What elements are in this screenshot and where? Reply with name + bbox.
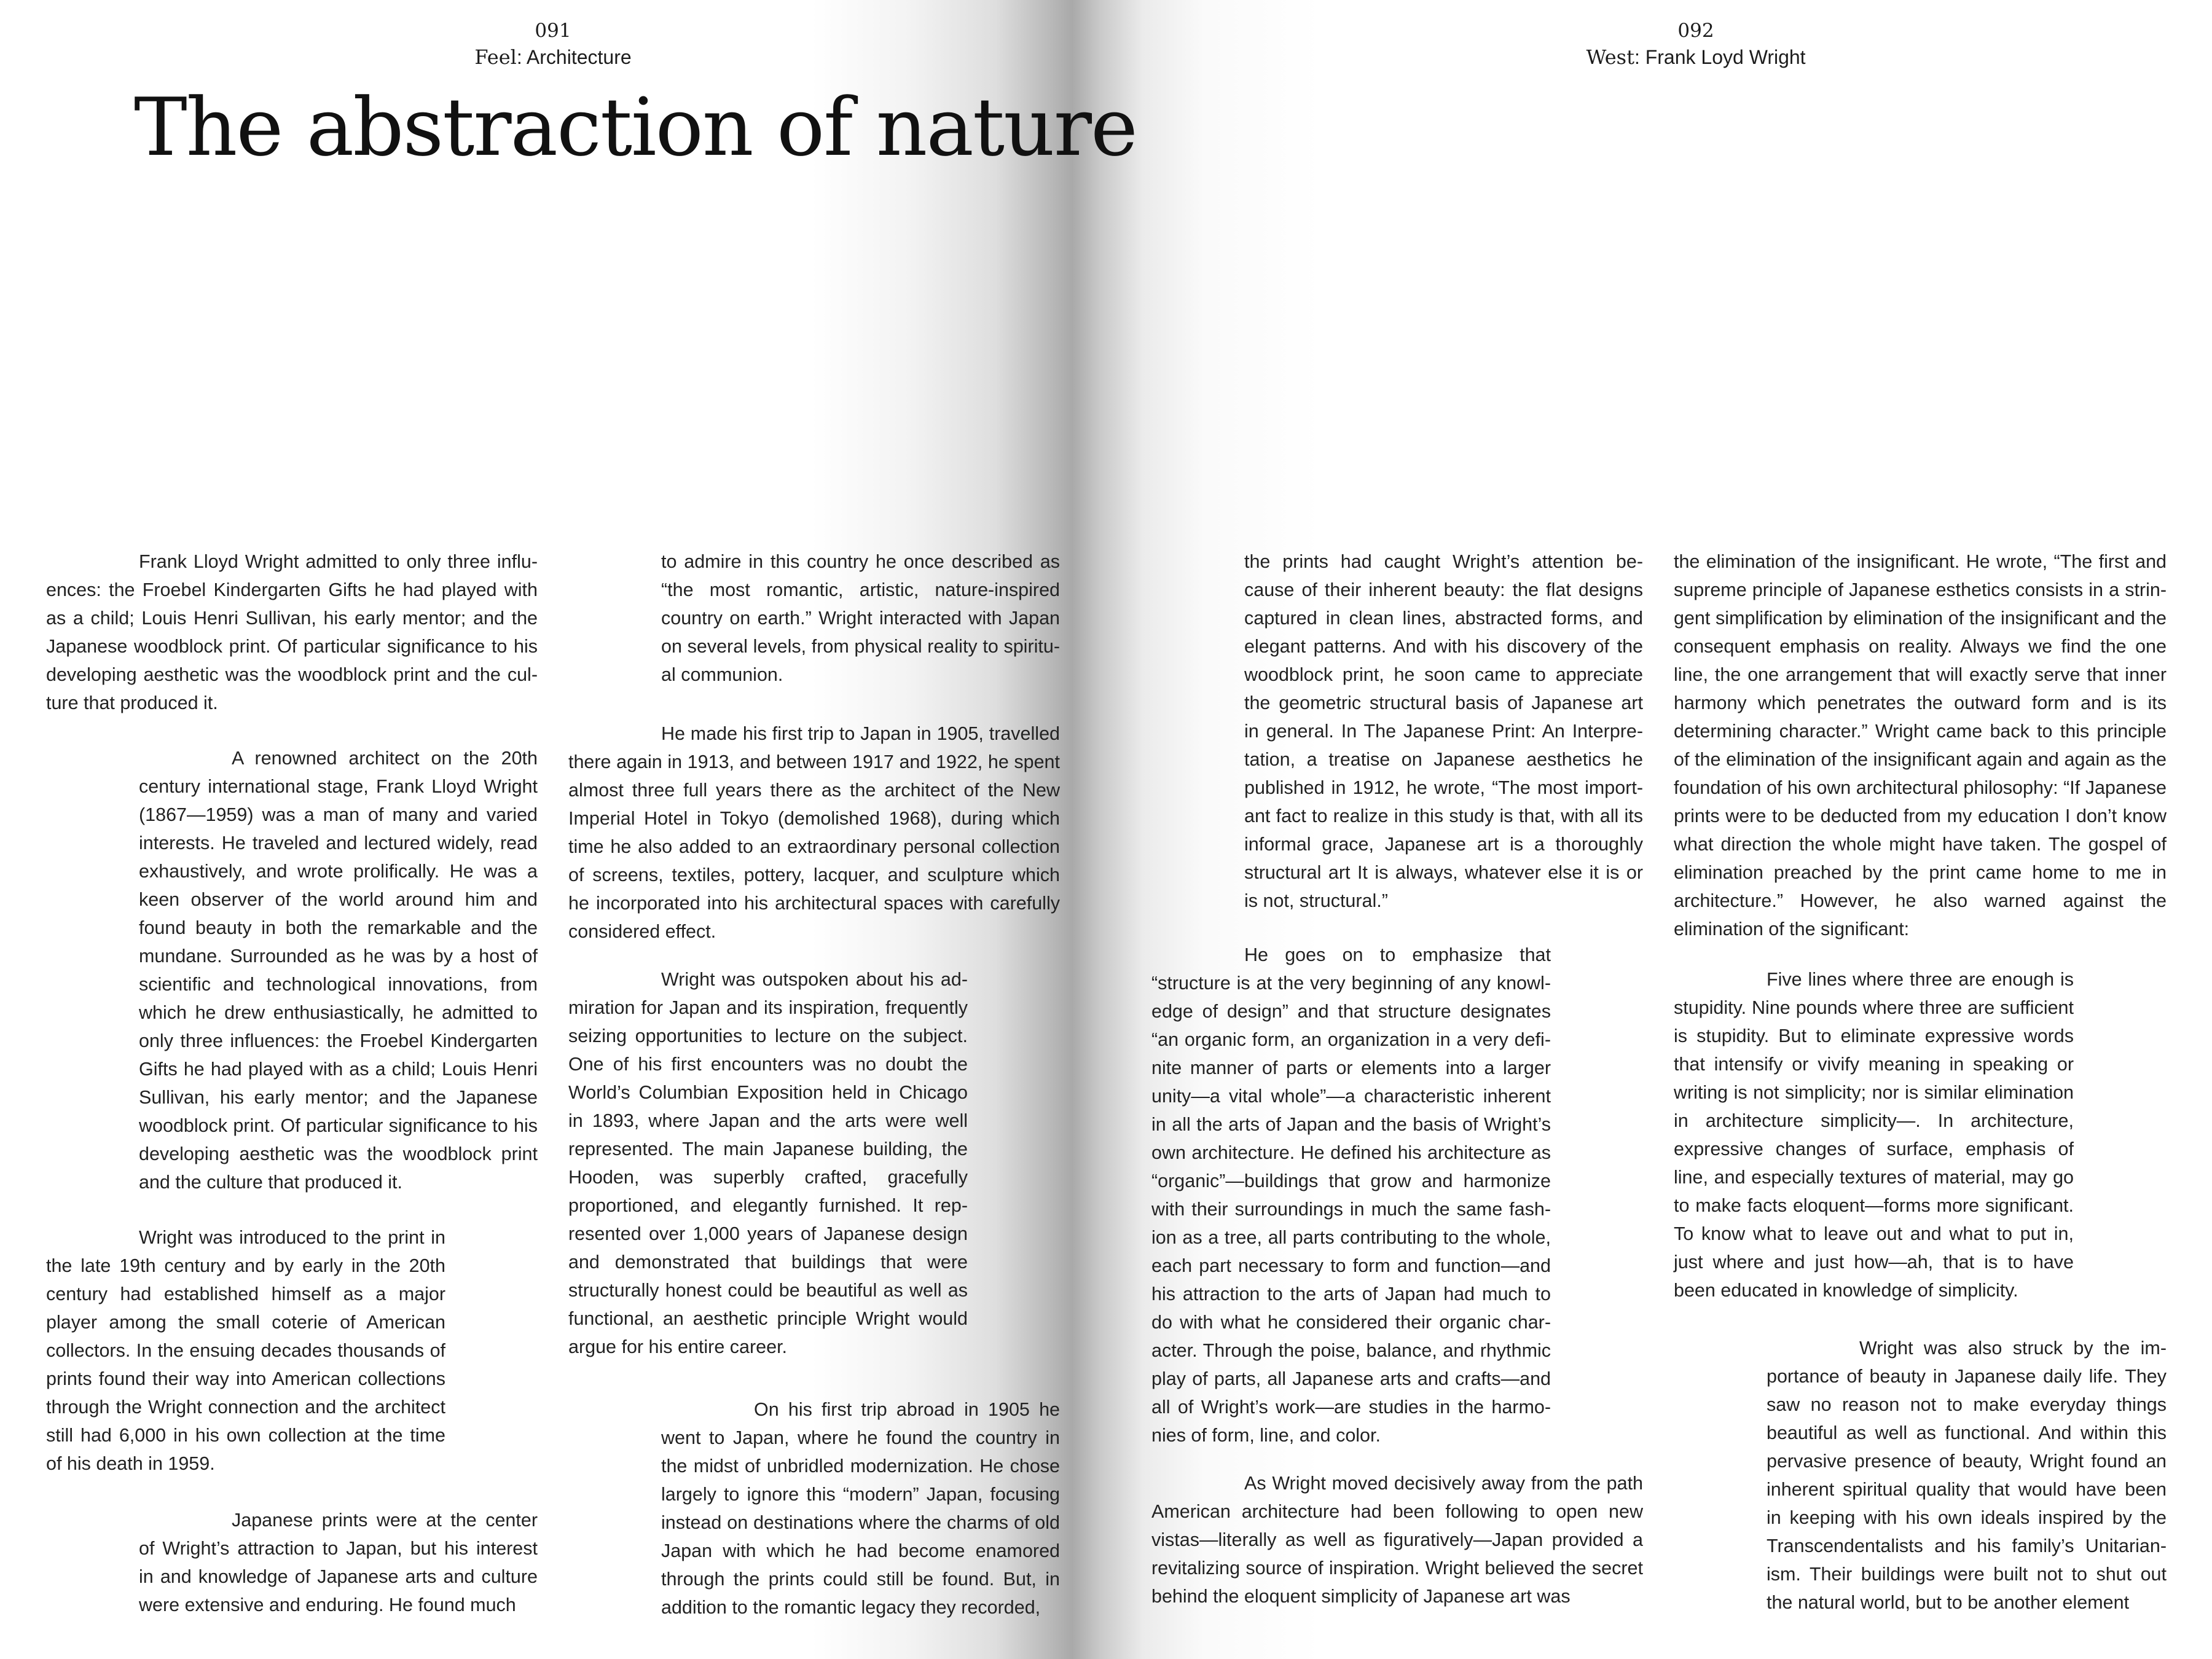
article-title: The abstraction of nature (134, 80, 1137, 174)
paragraph-8: On his first trip abroad in 1905 he went to Japan, where he found the country in the midst of unbridled modernization. He chose largely to ignore this “modern” Japan, focusing instead on destinations where the charms of old Japan with which he had become enamored through the prints could still be found. But, in addition to the romantic legacy they recorded, (661, 1399, 1060, 1618)
paragraph-13: Five lines where three are enough is stupidity. Nine pounds where three are sufficient is stupidity. But to eliminate expressive words that intensify or vivify meaning in speaking or writing is not simplicity; nor is similar elimination in architecture simplicity—. In architecture, expressive changes of surface, emphasis of line, and especially textures of material, may go to make facts eloquent—forms more significant. To know what to leave out and what to put in, just where and just how—ah, that is to have been educated in knowledge of simplicity. (1674, 969, 2074, 1301)
paragraph-14: Wright was also struck by the importance of beauty in Japanese daily life. They saw no reason not to make everyday things beautiful as well as functional. And within this pervasive presence of beauty, Wright found an inherent spiritual quality that would have been in keeping with his own ideals inspired by the Transcendentalists and his family’s Unitarianism. Their buildings were built not to shut out the natural world, but to be another element (1767, 1338, 2167, 1613)
left-section-label: Feel: Architecture (474, 45, 632, 69)
paragraph-12: the elimination of the insignificant. He wrote, “The first and supreme principle of Japanese esthetics consists in a stringent simplification by elimination of the insignificant and the consequent emphasis on reality. Always we find the one line, the one arrangement that will exactly serve that inner harmony which penetrates the outward form and is its determining character.” Wright came back to this principle of the elimination of the insignificant again and again as the foundation of his own architectural philosophy: “If Japanese prints were to be deducted from my education I don’t know what direction the whole might have taken. The gospel of elimination preached by the print came home to me in architecture.” However, he also warned against the elimination of the significant: (1674, 551, 2167, 939)
paragraph-9: the prints had caught Wright’s attention because of their inherent beauty: the flat designs captured in clean lines, abstracted forms, and elegant patterns. And with his discovery of the woodblock print, he soon came to appreciate the geometric structural basis of Japanese art in general. In The Japanese Print: An Interpretation, a treatise on Japanese aesthetics he published in 1912, he wrote, “The most important fact to realize in this study is that, with all its informal grace, Japanese art is a thoroughly structural art It is always, whatever else it is or is not, structural.” (1244, 551, 1643, 911)
paragraph-11: As Wright moved decisively away from the path American architecture had been following to open new vistas—literally as well as figuratively—Japan provided a revitalizing source of inspiration. Wright believed the secret behind the eloquent simplicity of Japanese art was (1151, 1473, 1643, 1607)
left-section-prefix: Feel (474, 45, 517, 69)
paragraph-3: Wright was introduced to the print in the late 19th century and by early in the 20th century had established himself as a major player among the small coterie of American collectors. In the ensuing decades thousands of prints found their way into American collections through the Wright connection and the architect still had 6,000 in his own collection at the time of his death in 1959. (46, 1227, 445, 1474)
paragraph-5: to admire in this country he once described as “the most romantic, artistic, nature-inspired country on earth.” Wright interacted with Japan on several levels, from physical reality to spiritual communion. (661, 551, 1060, 685)
right-section-label: West: Frank Loyd Wright (1586, 45, 1806, 69)
paragraph-1: Frank Lloyd Wright admitted to only three influences: the Froebel Kindergarten Gifts he had played with as a child; Louis Henri Sullivan, his early mentor; and the Japanese woodblock print. Of particular significance to his developing aesthetic was the woodblock print and the culture that produced it. (46, 551, 538, 713)
left-page-number: 091 (535, 20, 571, 42)
right-section-name: Frank Loyd Wright (1645, 46, 1806, 68)
right-section-prefix: West (1586, 45, 1634, 69)
left-page-header (418, 18, 688, 71)
right-page-number: 092 (1677, 20, 1714, 42)
right-page-header (1548, 18, 1843, 71)
left-section-name: Architecture (526, 46, 632, 68)
paragraph-6: He made his first trip to Japan in 1905, travelled there again in 1913, and between 1917 and 1922, he spent almost three full years there as the architect of the New Imperial Hotel in Tokyo (demolished 1968), during which time he also added to an extraordinary personal collection of screens, textiles, pottery, lacquer, and sculpture which he incorporated into his architectural spaces with carefully considered effect. (568, 723, 1060, 942)
paragraph-2: A renowned architect on the 20th century international stage, Frank Lloyd Wright (1867—1959) was a man of many and varied interests. He traveled and lectured widely, read exhaustively, and wrote prolifically. He was a keen observer of the world around him and found beauty in both the remarkable and the mundane. Surrounded as he was by a host of scientific and technological innovations, from which he drew enthusiastically, he admitted to only three influences: the Froebel Kindergarten Gifts he had played with as a child; Louis Henri Sullivan, his early mentor; and the Japanese woodblock print. Of particular significance to his developing aesthetic was the woodblock print and the culture that produced it. (139, 748, 538, 1193)
paragraph-7: Wright was outspoken about his admiration for Japan and its inspiration, frequently seizing opportunities to lecture on the subject. One of his first encounters was no doubt the World’s Columbian Exposition held in Chicago in 1893, where Japan and the arts were well represented. The main Japanese building, the Hooden, was superbly crafted, gracefully proportioned, and elegantly furnished. It represented over 1,000 years of Japanese design and demonstrated that buildings that were structurally honest could be beautiful as well as functional, an aesthetic principle Wright would argue for his entire career. (568, 969, 968, 1357)
paragraph-4: Japanese prints were at the center of Wright’s attraction to Japan, but his interest in and knowledge of Japanese arts and culture were extensive and enduring. He found much (139, 1510, 538, 1615)
paragraph-10: He goes on to emphasize that “structure is at the very beginning of any knowledge of design” and that structure designates “an organic form, an organization in a very definite manner of parts or elements into a larger unity—a vital whole”—a characteristic inherent in all the arts of Japan and the basis of Wright’s own architecture. He defined his architecture as “organic”—buildings that grow and harmonize with their surroundings in much the same fashion as a tree, all parts contributing to the whole, each part necessary to form and function—and his attraction to the arts of Japan had much to do with what he considered their organic character. Through the poise, balance, and rhythmic play of parts, all Japanese arts and crafts—and all of Wright’s work—are studies in the harmonies of form, line, and color. (1151, 944, 1551, 1446)
